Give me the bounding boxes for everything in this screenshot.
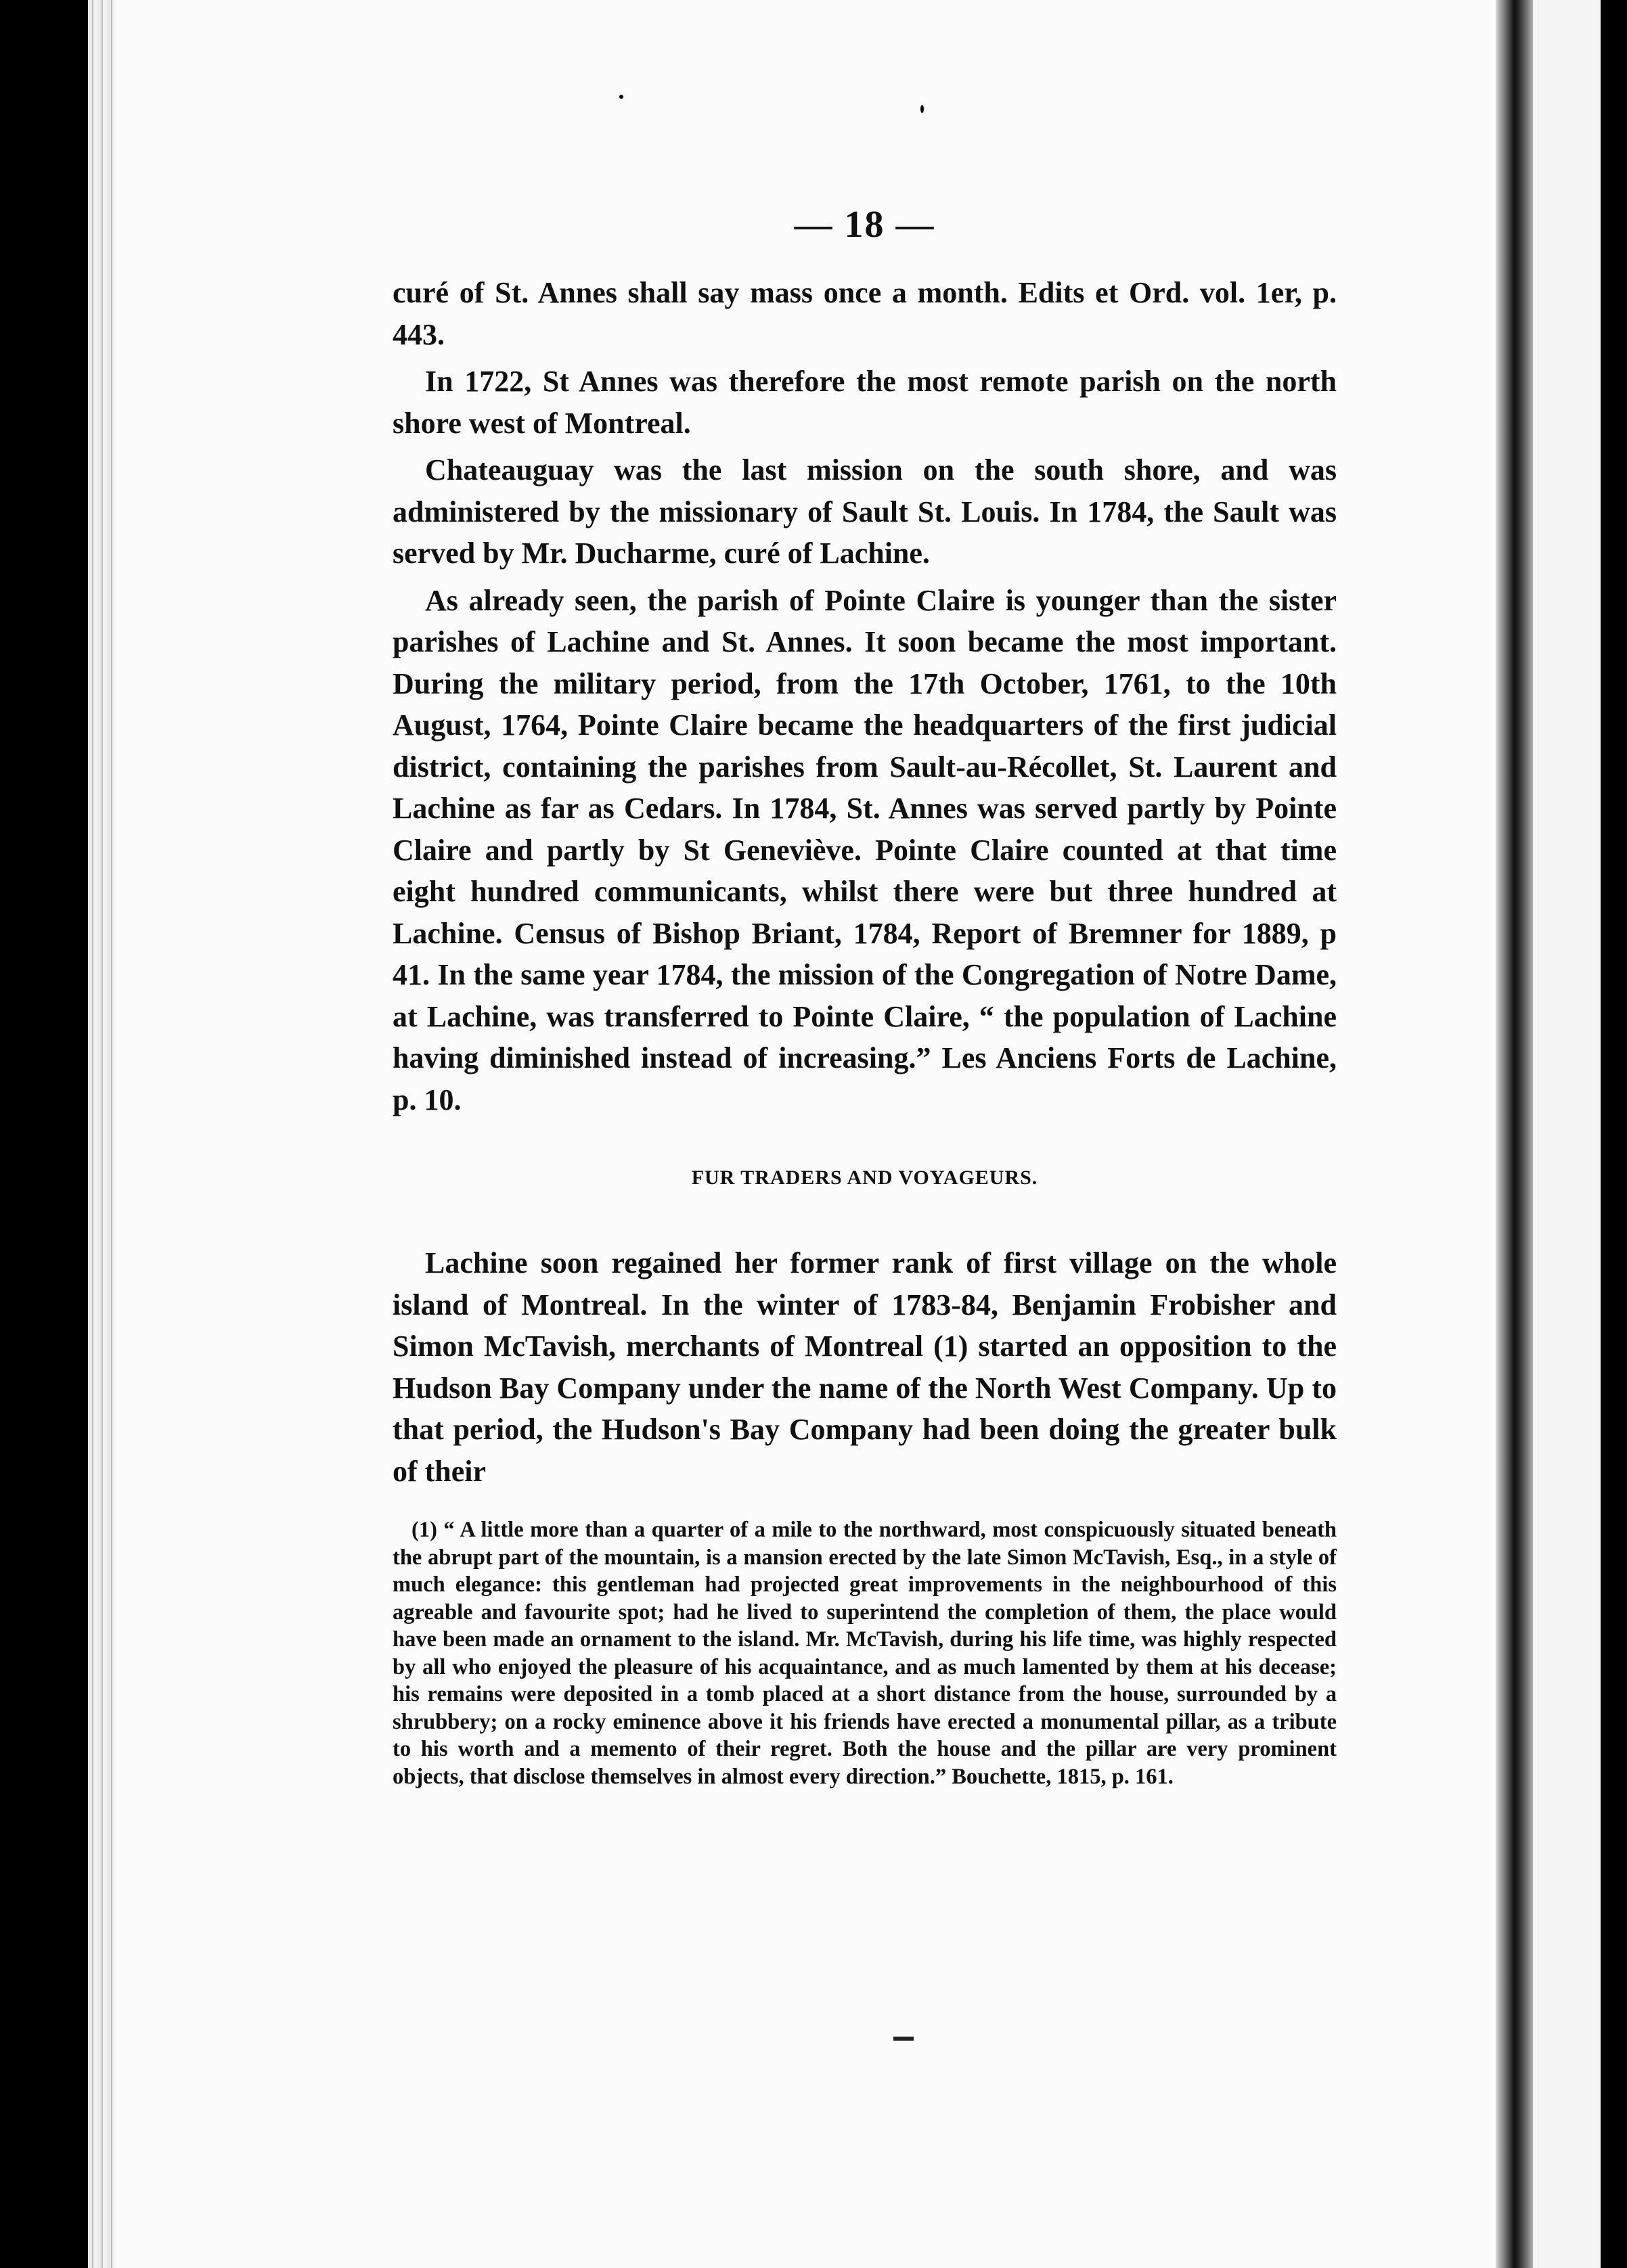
scan-speck xyxy=(920,105,924,113)
paragraph: curé of St. Annes shall say mass once a month. Edits et Ord. vol. 1er, p. 443. xyxy=(393,276,1337,351)
book-gutter xyxy=(1496,0,1536,2268)
paragraph: In 1722, St Annes was therefore the most remote parish on the north shore west of Montreal. xyxy=(393,365,1337,440)
section-heading: FUR TRADERS AND VOYAGEURS. xyxy=(691,1166,1038,1189)
scan-speck xyxy=(34,528,42,540)
facing-page-edge xyxy=(1533,0,1601,2268)
scan-speck xyxy=(32,237,42,252)
paragraph: Chateauguay was the last mission on the south shore, and was administered by the missionary of Sault St. Louis. In 1784, the Sault was served by Mr. Ducharme, curé of Lachine. xyxy=(393,453,1337,570)
body-text xyxy=(393,272,1337,1492)
scan-speck xyxy=(619,95,623,99)
paragraph: As already seen, the parish of Pointe Claire is younger than the sister parishes of Lachine and St. Annes. It soon became the most important. During the military period, from the 17th October, 1761, to the 10th August, 1764, Pointe Claire became the headquarters of the first judicial district, containing the parishes from Sault-au-Récollet, St. Laurent and Lachine as far as Cedars. In 1784, St. Annes was served partly by Pointe Claire and partly by St Geneviève. Pointe Claire counted at that time eight hundred communicants, whilst there were but three hundred at Lachine. Census of Bishop Briant, 1784, Report of Bremner for 1889, p 41. In the same year 1784, the mission of the Congregation of Notre Dame, at Lachine, was transferred to Pointe Claire, “ the population of Lachine having diminished instead of increasing.” Les Anciens Forts de Lachine, p. 10. xyxy=(393,583,1337,1116)
print-mark xyxy=(893,2037,914,2041)
page-number: — 18 — xyxy=(794,204,935,246)
footnote: (1) “ A little more than a quarter of a mile to the northward, most conspicuously situated beneath the abrupt part of the mountain, is a mansion erected by the late Simon McTavish, Esq., in a style of much elegance: this gentleman had projected great improvements in the neighbourhood of this agreable and favourite spot; had he lived to superintend the completion of them, the place would have been made an ornament to the island. Mr. McTavish, during his life time, was highly respected by all who enjoyed the pleasure of his acquaintance, and as much lamented by them at his decease; his remains were deposited in a tomb placed at a short distance from the house, surrounded by a shrubbery; on a rocky eminence above it his friends have erected a monumental pillar, as a tribute to his worth and a memento of their regret. Both the house and the pillar are very prominent objects, that disclose themselves in almost every direction.” Bouchette, 1815, p. 161. xyxy=(393,1518,1337,1789)
paragraph: Lachine soon regained her former rank of first village on the whole island of Montreal. In the winter of 1783-84, Benjamin Frobisher and Simon McTavish, merchants of Montreal (1) started an opposition to the Hudson Bay Company under the name of the North West Company. Up to that period, the Hudson's Bay Company had been doing the greater bulk of their xyxy=(393,1246,1337,1488)
page-text xyxy=(393,203,1337,1813)
scan-speck xyxy=(35,433,43,445)
